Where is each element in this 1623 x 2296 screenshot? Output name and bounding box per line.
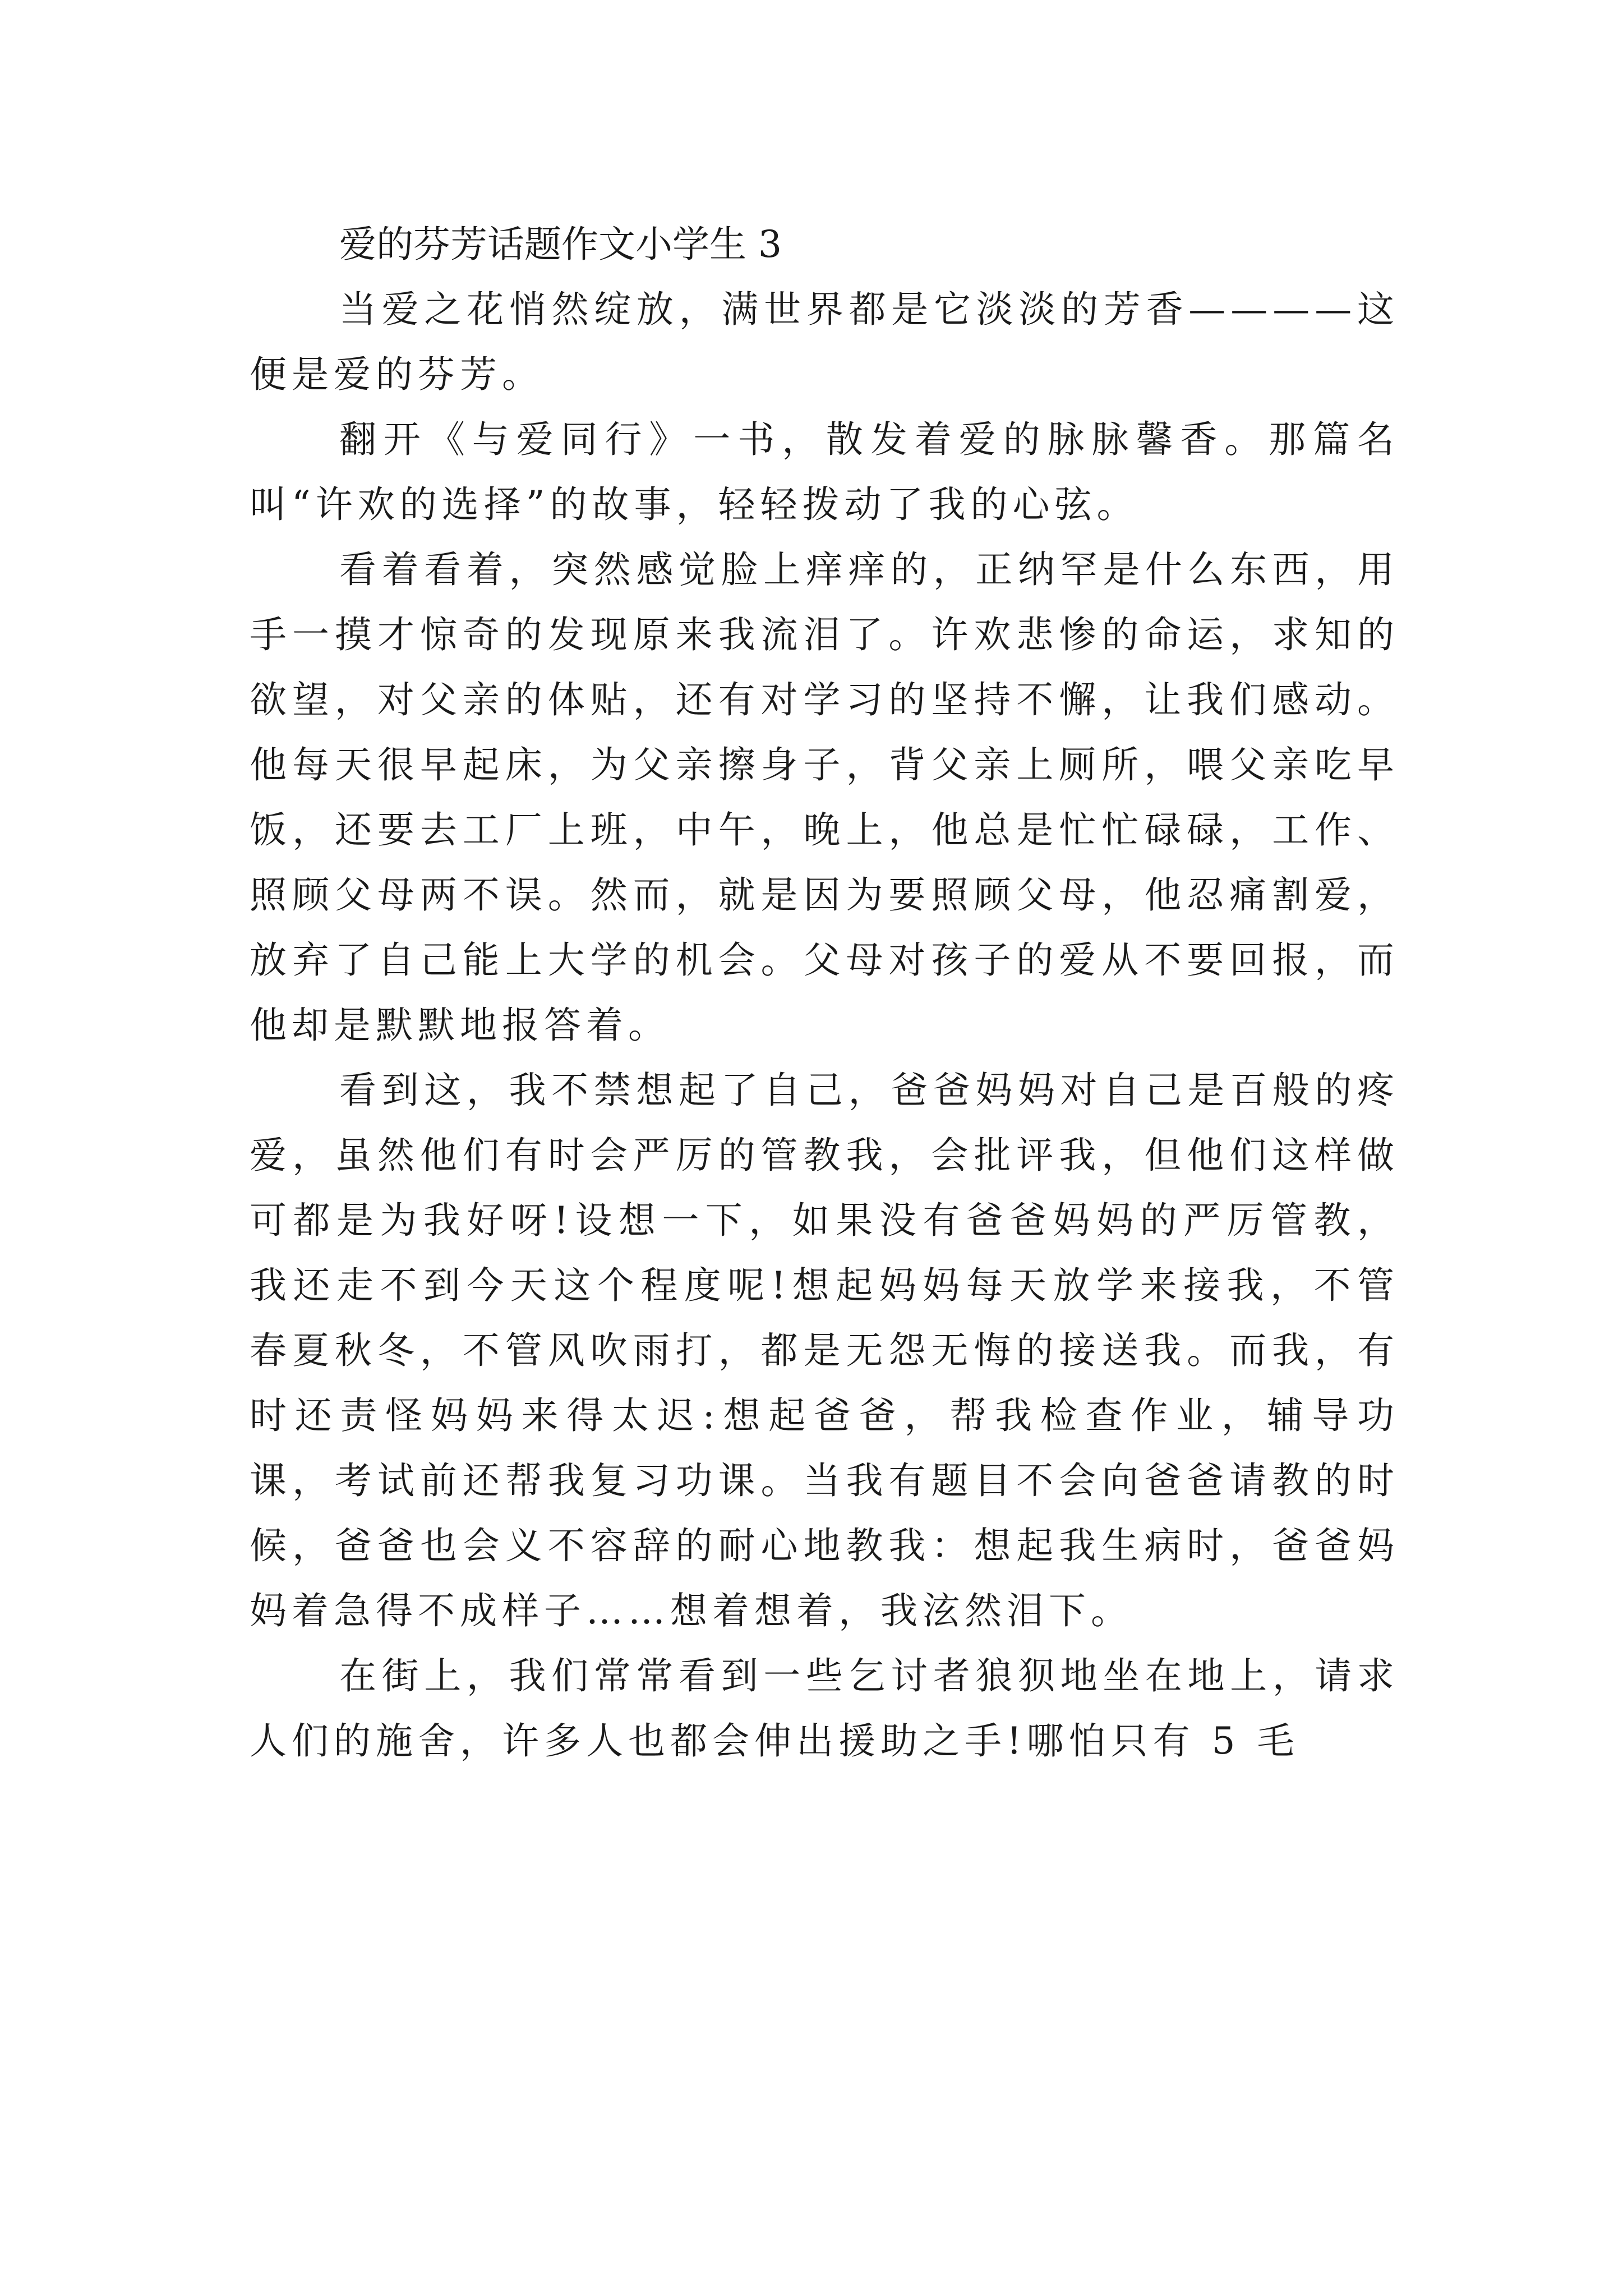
paragraph-5: 在街上，我们常常看到一些乞讨者狼狈地坐在地上，请求人们的施舍，许多人也都会伸出援助之手!哪怕只有 5 毛 — [250, 1654, 1399, 1763]
paragraph-2: 翻开《与爱同行》一书，散发着爱的脉脉馨香。那篇名叫“许欢的选择”的故事，轻轻拨动了我的心弦。 — [250, 418, 1399, 526]
paragraph-3: 看着看着，突然感觉脸上痒痒的，正纳罕是什么东西，用手一摸才惊奇的发现原来我流泪了。许欢悲惨的命运，求知的欲望，对父亲的体贴，还有对学习的坚持不懈，让我们感动。他每天很早起床，为父亲擦身子，背父亲上厕所，喂父亲吃早饭，还要去工厂上班，中午，晚上，他总是忙忙碌碌，工作、照顾父母两不误。然而，就是因为要照顾父母，他忍痛割爱，放弃了自己能上大学的机会。父母对孩子的爱从不要回报，而他却是默默地报答着。 — [250, 548, 1399, 1047]
document-title: 爱的芬芳话题作文小学生 3 — [339, 223, 782, 266]
paragraph-4: 看到这，我不禁想起了自己，爸爸妈妈对自己是百般的疼爱，虽然他们有时会严厉的管教我，会批评我，但他们这样做可都是为我好呀!设想一下，如果没有爸爸妈妈的严厉管教，我还走不到今天这个程度呢!想起妈妈每天放学来接我，不管春夏秋冬，不管风吹雨打，都是无怨无悔的接送我。而我，有时还责怪妈妈来得太迟:想起爸爸，帮我检查作业，辅导功课，考试前还帮我复习功课。当我有题目不会向爸爸请教的时候，爸爸也会义不容辞的耐心地教我：想起我生病时，爸爸妈妈着急得不成样子……想着想着，我泫然泪下。 — [250, 1069, 1399, 1632]
paragraph-1: 当爱之花悄然绽放，满世界都是它淡淡的芳香————这便是爱的芬芳。 — [250, 288, 1399, 396]
document-page — [250, 212, 1399, 1774]
